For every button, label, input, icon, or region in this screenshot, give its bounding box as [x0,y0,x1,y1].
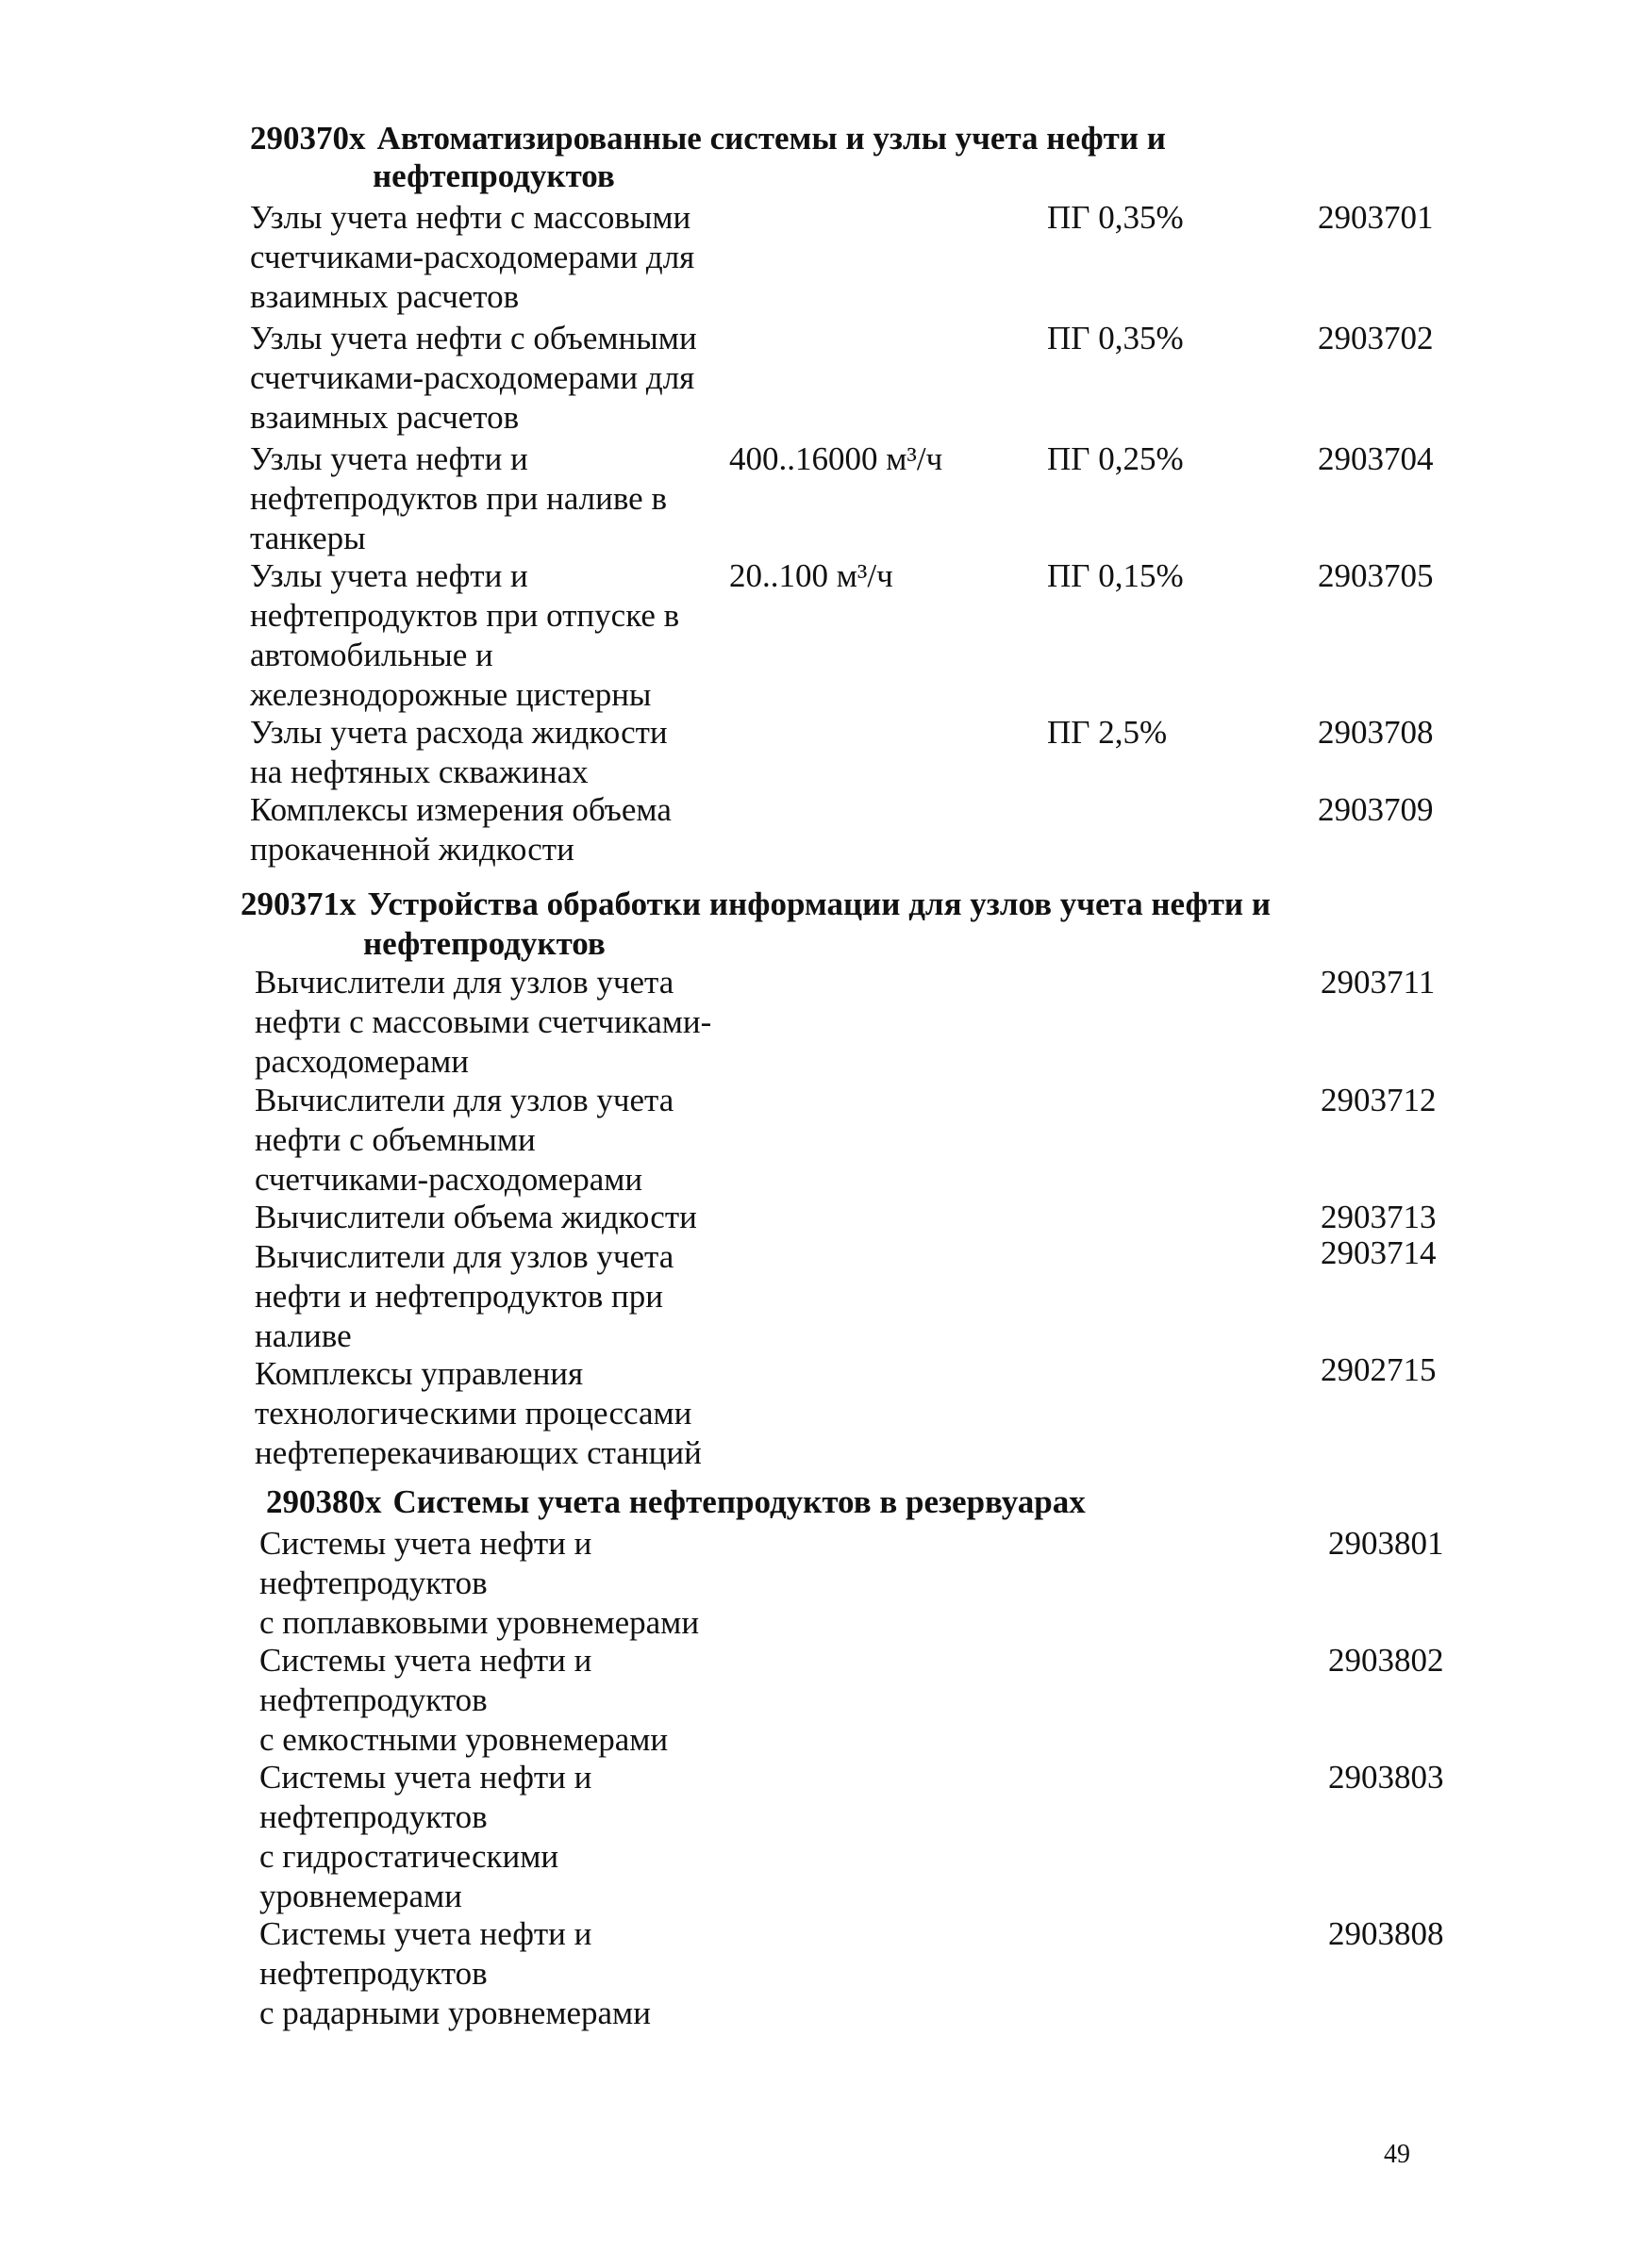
item-code: 2903713 [1321,1199,1437,1235]
item-code: 2903712 [1321,1082,1437,1118]
section-title-line2: нефтепродуктов [373,157,615,194]
item-code: 2903702 [1318,320,1434,356]
item-accuracy: ПГ 0,35% [1047,320,1184,356]
item-name: Вычислители для узлов учета нефти и нефтепродуктов при наливе [255,1238,674,1354]
item-name: Системы учета нефти и нефтепродуктов с гидростатическими уровнемерами [259,1759,592,1914]
item-name: Узлы учета нефти и нефтепродуктов при наливе в танкеры [250,440,667,556]
item-accuracy: ПГ 2,5% [1047,714,1168,751]
section-title-line1: Системы учета нефтепродуктов в резервуарах [392,1483,1086,1520]
item-name: Системы учета нефти и нефтепродуктов с радарными уровнемерами [259,1915,651,2031]
item-name: Вычислители для узлов учета нефти с массовыми счетчиками- расходомерами [255,964,712,1080]
item-code: 2903808 [1328,1915,1444,1952]
section-code: 290380x [266,1483,382,1520]
item-code: 2903709 [1318,791,1434,828]
section-heading [266,1482,1086,1522]
item-name: Узлы учета расхода жидкости на нефтяных скважинах [250,714,668,790]
item-name: Узлы учета нефти с объемными счетчиками-расходомерами для взаимных расчетов [250,320,697,436]
item-accuracy: ПГ 0,35% [1047,199,1184,236]
section-code: 290371x [241,886,357,922]
item-name: Комплексы управления технологическими процессами нефтеперекачивающих станций [255,1355,702,1471]
item-code: 2903704 [1318,440,1434,477]
item-range: 400..16000 м³/ч [729,440,943,477]
page-number: 49 [1384,2140,1410,2169]
item-name: Узлы учета нефти с массовыми счетчиками-расходомерами для взаимных расчетов [250,199,695,315]
item-accuracy: ПГ 0,15% [1047,557,1184,594]
item-name: Вычислители для узлов учета нефти с объемными счетчиками-расходомерами [255,1082,674,1198]
item-code: 2903705 [1318,557,1434,594]
item-range: 20..100 м³/ч [729,557,893,594]
item-name: Узлы учета нефти и нефтепродуктов при отпуске в автомобильные и железнодорожные цистерны [250,557,680,713]
item-accuracy: ПГ 0,25% [1047,440,1184,477]
section-title-line1: Автоматизированные системы и узлы учета нефти и [376,120,1166,157]
item-code: 2903714 [1321,1234,1437,1271]
item-code: 2903802 [1328,1642,1444,1679]
item-code: 2903701 [1318,199,1434,236]
section-title-line2: нефтепродуктов [363,925,606,962]
item-name: Системы учета нефти и нефтепродуктов с емкостными уровнемерами [259,1642,669,1758]
section-code: 290370x [250,120,366,157]
section-heading [241,885,1271,924]
item-name: Системы учета нефти и нефтепродуктов с поплавковыми уровнемерами [259,1525,700,1641]
item-code: 2903803 [1328,1759,1444,1796]
item-name: Комплексы измерения объема прокаченной жидкости [250,791,672,868]
item-code: 2903708 [1318,714,1434,751]
item-code: 2903711 [1321,964,1436,1001]
item-code: 2903801 [1328,1525,1444,1562]
item-name: Вычислители объема жидкости [255,1199,697,1235]
item-code: 2902715 [1321,1351,1437,1388]
section-title-line1: Устройства обработки информации для узлов учета нефти и [367,886,1271,922]
section-heading [250,119,1166,158]
